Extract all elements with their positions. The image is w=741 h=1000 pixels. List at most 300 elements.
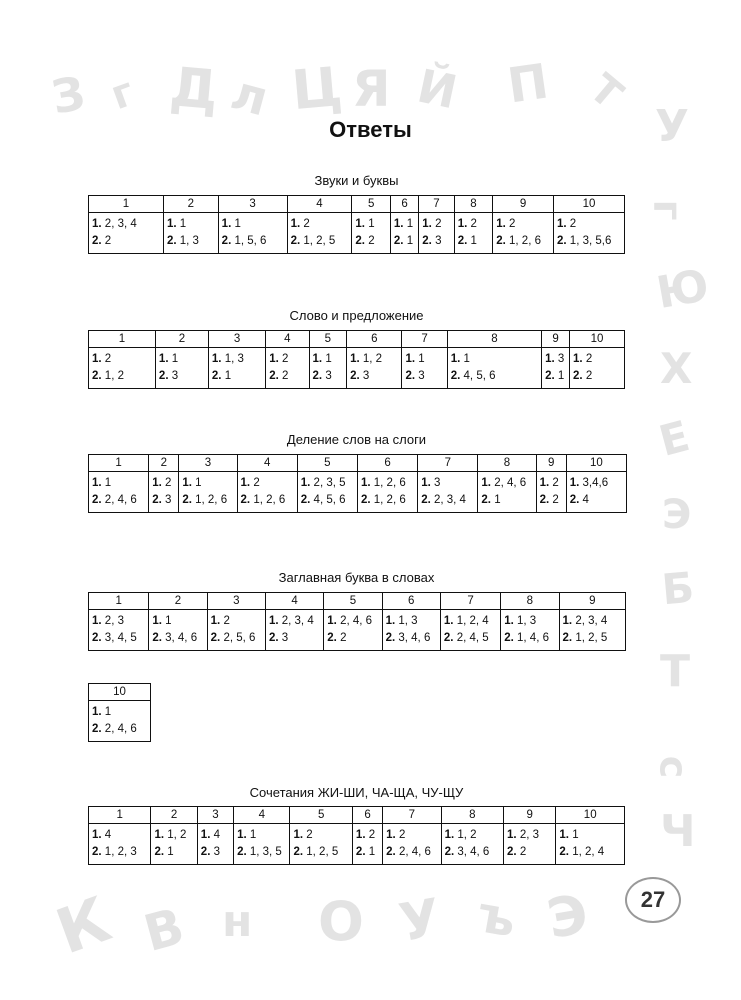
answer-cell xyxy=(570,348,625,389)
question-number: 5 xyxy=(290,807,352,824)
answer-value: 1, 2, 4 xyxy=(456,615,489,627)
answer-line xyxy=(386,827,437,844)
decorative-letter: Й xyxy=(412,58,462,120)
answer-value: 1 xyxy=(195,477,202,489)
answer-value: 1 xyxy=(494,494,501,506)
answer-line xyxy=(481,475,532,492)
answer-line xyxy=(540,475,563,492)
answer-cell xyxy=(207,610,265,651)
answer-line xyxy=(92,216,160,233)
answer-value: 1 xyxy=(249,829,257,841)
answer-value: 1, 2, 6 xyxy=(509,235,541,247)
answer-value: 3 xyxy=(433,477,441,489)
task-label: 2. xyxy=(573,370,583,382)
answer-line xyxy=(444,613,497,630)
task-label: 2. xyxy=(444,846,455,858)
answer-line xyxy=(313,351,344,368)
answer-value: 1 xyxy=(572,829,579,841)
answer-value: 2 xyxy=(368,235,375,247)
answer-value: 2 xyxy=(340,632,347,644)
answer-value: 3, 4, 6 xyxy=(165,632,198,644)
answer-line xyxy=(291,216,349,233)
task-label: 1. xyxy=(507,829,517,841)
answer-line xyxy=(545,368,566,385)
decorative-letter: н xyxy=(222,896,253,947)
answer-line xyxy=(92,351,152,368)
answer-line xyxy=(355,216,387,233)
answer-value: 2 xyxy=(253,477,260,489)
answer-value: 1, 2, 6 xyxy=(373,494,406,506)
answer-value: 2, 4, 6 xyxy=(104,494,137,506)
task-label: 1. xyxy=(152,477,162,489)
question-number: 1 xyxy=(89,196,164,213)
answer-line xyxy=(386,630,437,647)
answer-line xyxy=(241,475,294,492)
answer-value: 1, 2 xyxy=(104,370,124,382)
task-label: 1. xyxy=(327,615,337,627)
answer-line xyxy=(350,351,398,368)
answer-line xyxy=(507,827,552,844)
task-label: 2. xyxy=(293,846,304,858)
decorative-letter: З xyxy=(47,65,90,125)
answer-line xyxy=(152,630,203,647)
answer-line xyxy=(405,368,443,385)
table-row xyxy=(89,610,626,651)
task-label: 1. xyxy=(92,477,102,489)
task-label: 2. xyxy=(152,494,162,506)
decorative-letter: Ч xyxy=(660,806,696,857)
answer-line xyxy=(182,492,233,509)
question-number: 2 xyxy=(149,455,179,472)
task-label: 1. xyxy=(355,829,366,841)
task-label: 2. xyxy=(182,494,192,506)
task-label: 2. xyxy=(355,235,365,247)
answer-value: 2 xyxy=(398,829,406,841)
answer-value: 1 xyxy=(104,477,112,489)
answer-value: 2 xyxy=(281,370,289,382)
task-label: 1. xyxy=(444,829,455,841)
answer-value: 1, 4, 6 xyxy=(517,632,549,644)
task-label: 2. xyxy=(92,846,102,858)
answer-value: 3, 4, 6 xyxy=(398,632,431,644)
answer-value: 1, 2 xyxy=(362,353,383,365)
table-header-row xyxy=(89,455,627,472)
question-number: 8 xyxy=(501,593,559,610)
answer-value: 2 xyxy=(223,615,230,627)
answers-table xyxy=(88,454,627,513)
section-title: Слово и предложение xyxy=(289,308,424,323)
decorative-letter: ъ xyxy=(473,885,521,949)
task-label: 2. xyxy=(300,494,311,506)
task-label: 2. xyxy=(360,494,371,506)
task-label: 2. xyxy=(422,235,432,247)
answer-cell xyxy=(309,348,347,389)
answer-value: 2, 3, 4 xyxy=(104,218,137,230)
task-label: 2. xyxy=(210,632,221,644)
question-number: 4 xyxy=(265,593,323,610)
answer-line xyxy=(237,844,286,861)
answer-cell xyxy=(493,213,554,254)
question-number: 10 xyxy=(556,807,625,824)
task-label: 1. xyxy=(182,477,192,489)
answer-line xyxy=(92,368,152,385)
answer-line xyxy=(327,630,378,647)
task-label: 2. xyxy=(481,494,491,506)
task-label: 1. xyxy=(559,829,569,841)
answer-value: 2, 3, 5 xyxy=(313,477,346,489)
section-title: Деление слов на слоги xyxy=(286,432,427,447)
task-label: 2. xyxy=(386,846,396,858)
task-label: 2. xyxy=(92,494,102,506)
decorative-letter: Ю xyxy=(652,259,713,320)
question-number: 3 xyxy=(207,593,265,610)
answer-cell xyxy=(163,213,218,254)
decorative-letter: Я xyxy=(352,60,391,118)
answer-cell xyxy=(501,610,559,651)
answer-line xyxy=(152,492,175,509)
task-label: 2. xyxy=(557,235,567,247)
answer-line xyxy=(241,492,294,509)
answer-cell xyxy=(151,824,197,865)
task-label: 2. xyxy=(221,235,232,247)
answer-cell xyxy=(89,701,151,742)
task-label: 1. xyxy=(293,829,304,841)
answer-cell xyxy=(559,610,625,651)
answers-table-continued xyxy=(88,683,151,742)
task-label: 1. xyxy=(237,829,247,841)
decorative-letter: К xyxy=(46,882,120,969)
answer-line xyxy=(557,216,621,233)
decorative-letter: Э xyxy=(662,492,692,538)
task-label: 2. xyxy=(421,494,431,506)
task-label: 2. xyxy=(450,370,461,382)
question-number: 9 xyxy=(536,455,566,472)
answer-value: 1 xyxy=(406,218,414,230)
task-label: 1. xyxy=(154,829,165,841)
question-number: 8 xyxy=(478,455,536,472)
answer-line xyxy=(212,351,262,368)
task-label: 1. xyxy=(210,615,221,627)
answer-line xyxy=(458,216,490,233)
question-number: 9 xyxy=(504,807,556,824)
table-header-row xyxy=(89,684,151,701)
task-label: 1. xyxy=(92,615,102,627)
answer-value: 1, 2, 6 xyxy=(373,477,406,489)
answer-value: 3 xyxy=(165,494,172,506)
question-number: 2 xyxy=(149,593,207,610)
question-number: 10 xyxy=(566,455,626,472)
answer-line xyxy=(211,630,262,647)
answer-value: 2 xyxy=(104,353,112,365)
task-label: 2. xyxy=(92,370,102,382)
task-label: 1. xyxy=(300,477,311,489)
task-label: 1. xyxy=(290,218,301,230)
answer-line xyxy=(293,844,348,861)
table-row xyxy=(89,472,627,513)
task-label: 2. xyxy=(92,723,102,735)
task-label: 2. xyxy=(268,632,279,644)
answer-value: 4 xyxy=(104,829,112,841)
answer-value: 3 xyxy=(213,846,220,858)
table-header-row xyxy=(89,593,626,610)
answer-line xyxy=(269,630,320,647)
question-number: 8 xyxy=(447,331,541,348)
task-label: 2. xyxy=(545,370,555,382)
table-row xyxy=(89,213,625,254)
answer-cell xyxy=(352,824,382,865)
task-label: 2. xyxy=(507,846,517,858)
answer-value: 2 xyxy=(281,353,289,365)
question-number: 7 xyxy=(440,593,500,610)
answer-value: 1, 3, 5,6 xyxy=(569,235,612,247)
answer-value: 2 xyxy=(552,477,559,489)
answer-line xyxy=(237,827,286,844)
task-label: 1. xyxy=(450,353,461,365)
answer-line xyxy=(481,492,532,509)
answer-cell xyxy=(89,472,149,513)
task-label: 1. xyxy=(166,218,177,230)
answer-line xyxy=(301,492,354,509)
decorative-letter: П xyxy=(504,53,552,115)
answer-value: 1 xyxy=(368,218,375,230)
question-number: 7 xyxy=(383,807,441,824)
task-label: 2. xyxy=(559,846,569,858)
answer-line xyxy=(563,613,622,630)
task-label: 1. xyxy=(504,615,514,627)
task-label: 2. xyxy=(158,370,169,382)
question-number: 6 xyxy=(357,455,417,472)
answer-value: 2, 5, 6 xyxy=(223,632,256,644)
answer-cell xyxy=(402,348,447,389)
answer-value: 1 xyxy=(368,846,376,858)
answer-line xyxy=(222,216,284,233)
answers-table xyxy=(88,330,625,389)
task-label: 2. xyxy=(237,846,247,858)
answer-line xyxy=(570,475,623,492)
answer-cell xyxy=(287,213,352,254)
answer-cell xyxy=(265,610,323,651)
answer-line xyxy=(445,844,500,861)
answer-cell xyxy=(297,472,357,513)
answer-line xyxy=(159,368,205,385)
answer-value: 2 xyxy=(306,829,313,841)
answer-cell xyxy=(149,610,207,651)
answer-line xyxy=(301,475,354,492)
table-row xyxy=(89,701,151,742)
answer-cell xyxy=(554,213,625,254)
decorative-letter: У xyxy=(395,887,445,955)
decorative-letter: г xyxy=(104,68,141,120)
answer-value: 1 xyxy=(406,235,414,247)
question-number: 7 xyxy=(418,455,478,472)
answer-value: 1, 3 xyxy=(224,353,244,365)
answer-value: 1 xyxy=(167,846,174,858)
task-label: 1. xyxy=(562,615,573,627)
answer-line xyxy=(313,368,344,385)
answer-line xyxy=(445,827,500,844)
task-label: 1. xyxy=(385,615,396,627)
question-number: 4 xyxy=(237,455,297,472)
task-label: 1. xyxy=(422,218,432,230)
answer-line xyxy=(327,613,378,630)
question-number: 2 xyxy=(151,807,197,824)
question-number: 3 xyxy=(179,455,237,472)
answer-line xyxy=(421,492,474,509)
answer-line xyxy=(405,351,443,368)
table-header-row xyxy=(89,196,625,213)
task-label: 1. xyxy=(386,829,396,841)
answer-cell xyxy=(542,348,570,389)
task-label: 2. xyxy=(92,632,102,644)
task-label: 2. xyxy=(355,846,366,858)
answer-value: 1 xyxy=(463,353,470,365)
answer-line xyxy=(269,613,320,630)
task-label: 2. xyxy=(457,235,468,247)
answer-cell xyxy=(556,824,625,865)
decorative-letter: Д xyxy=(167,55,221,122)
task-label: 1. xyxy=(360,477,371,489)
task-label: 2. xyxy=(211,370,222,382)
answer-value: 2, 4, 6 xyxy=(398,846,431,858)
answer-cell xyxy=(218,213,287,254)
answer-cell xyxy=(347,348,402,389)
answer-cell xyxy=(89,348,156,389)
answer-line xyxy=(496,233,550,250)
decorative-letter: У xyxy=(655,101,689,152)
answer-value: 1 xyxy=(171,353,179,365)
answer-value: 1 xyxy=(179,218,187,230)
answer-value: 2, 3 xyxy=(519,829,539,841)
answer-cell xyxy=(197,824,233,865)
answer-value: 3 xyxy=(435,235,442,247)
answer-value: 1, 2 xyxy=(457,829,477,841)
answer-line xyxy=(269,368,305,385)
question-number: 9 xyxy=(559,593,625,610)
answer-line xyxy=(159,351,205,368)
answer-line xyxy=(92,613,145,630)
question-number: 8 xyxy=(441,807,503,824)
answer-cell xyxy=(324,610,382,651)
answer-line xyxy=(573,368,621,385)
answer-line xyxy=(458,233,490,250)
task-label: 1. xyxy=(211,353,222,365)
answer-cell xyxy=(382,610,440,651)
decorative-letter: г xyxy=(644,199,691,221)
answer-cell xyxy=(418,472,478,513)
answer-value: 3 xyxy=(281,632,289,644)
answer-value: 4 xyxy=(582,494,589,506)
question-number: 3 xyxy=(208,331,265,348)
answer-value: 1, 2, 4 xyxy=(572,846,605,858)
decorative-letter: Э xyxy=(542,882,593,951)
answer-value: 1, 3 xyxy=(398,615,418,627)
question-number: 1 xyxy=(89,455,149,472)
task-label: 1. xyxy=(557,218,567,230)
answer-line xyxy=(92,233,160,250)
question-number: 1 xyxy=(89,331,156,348)
decorative-letter: Е xyxy=(654,411,695,466)
answer-line xyxy=(356,827,379,844)
answer-line xyxy=(421,475,474,492)
answer-line xyxy=(361,492,414,509)
question-number: 2 xyxy=(163,196,218,213)
answer-line xyxy=(557,233,621,250)
answers-table xyxy=(88,806,625,865)
table-header-row xyxy=(89,331,625,348)
answer-value: 3, 4, 5 xyxy=(104,632,137,644)
answer-line xyxy=(92,475,145,492)
section-title: Сочетания ЖИ-ШИ, ЧА-ЩА, ЧУ-ЩУ xyxy=(249,785,464,800)
decorative-letter: О xyxy=(318,890,364,953)
answer-value: 1 xyxy=(165,615,172,627)
task-label: 2. xyxy=(269,370,279,382)
answer-value: 3,4,6 xyxy=(582,477,609,489)
task-label: 1. xyxy=(158,353,169,365)
answer-cell xyxy=(149,472,179,513)
answer-cell xyxy=(383,824,441,865)
task-label: 2. xyxy=(539,494,550,506)
answer-value: 3 xyxy=(362,370,370,382)
answer-value: 2 xyxy=(509,218,516,230)
answer-line xyxy=(152,613,203,630)
task-label: 1. xyxy=(569,477,580,489)
question-number: 10 xyxy=(89,684,151,701)
answer-value: 2, 4, 5 xyxy=(456,632,489,644)
task-label: 1. xyxy=(92,706,102,718)
answer-cell xyxy=(234,824,290,865)
answer-line xyxy=(92,492,145,509)
answer-line xyxy=(211,613,262,630)
answer-cell xyxy=(237,472,297,513)
answer-value: 3 xyxy=(557,353,565,365)
task-label: 1. xyxy=(92,829,102,841)
task-label: 2. xyxy=(569,494,580,506)
answer-cell xyxy=(454,213,493,254)
task-label: 1. xyxy=(92,218,102,230)
question-number: 8 xyxy=(454,196,493,213)
answer-value: 3 xyxy=(418,370,425,382)
question-number: 7 xyxy=(402,331,447,348)
task-label: 2. xyxy=(240,494,251,506)
answer-value: 1 xyxy=(470,235,477,247)
answer-value: 1, 3 xyxy=(517,615,537,627)
answer-line xyxy=(92,827,147,844)
answer-line xyxy=(422,233,450,250)
task-label: 2. xyxy=(327,632,337,644)
answer-value: 1, 5, 6 xyxy=(234,235,267,247)
decorative-letter: Х xyxy=(660,344,693,393)
task-label: 2. xyxy=(385,632,396,644)
answer-cell xyxy=(536,472,566,513)
answer-value: 2 xyxy=(569,218,577,230)
question-number: 1 xyxy=(89,807,151,824)
answer-line xyxy=(394,233,415,250)
task-label: 2. xyxy=(350,370,360,382)
answer-value: 4 xyxy=(213,829,220,841)
section-title: Звуки и буквы xyxy=(314,173,399,188)
answer-line xyxy=(154,827,193,844)
answer-line xyxy=(350,368,398,385)
answer-line xyxy=(394,216,415,233)
answer-value: 2, 3, 4 xyxy=(433,494,466,506)
answer-value: 1, 2, 5 xyxy=(575,632,608,644)
answer-cell xyxy=(155,348,208,389)
answer-value: 4, 5, 6 xyxy=(463,370,496,382)
answer-line xyxy=(269,351,305,368)
task-label: 1. xyxy=(405,353,416,365)
question-number: 5 xyxy=(352,196,391,213)
answer-value: 1, 3 xyxy=(179,235,199,247)
